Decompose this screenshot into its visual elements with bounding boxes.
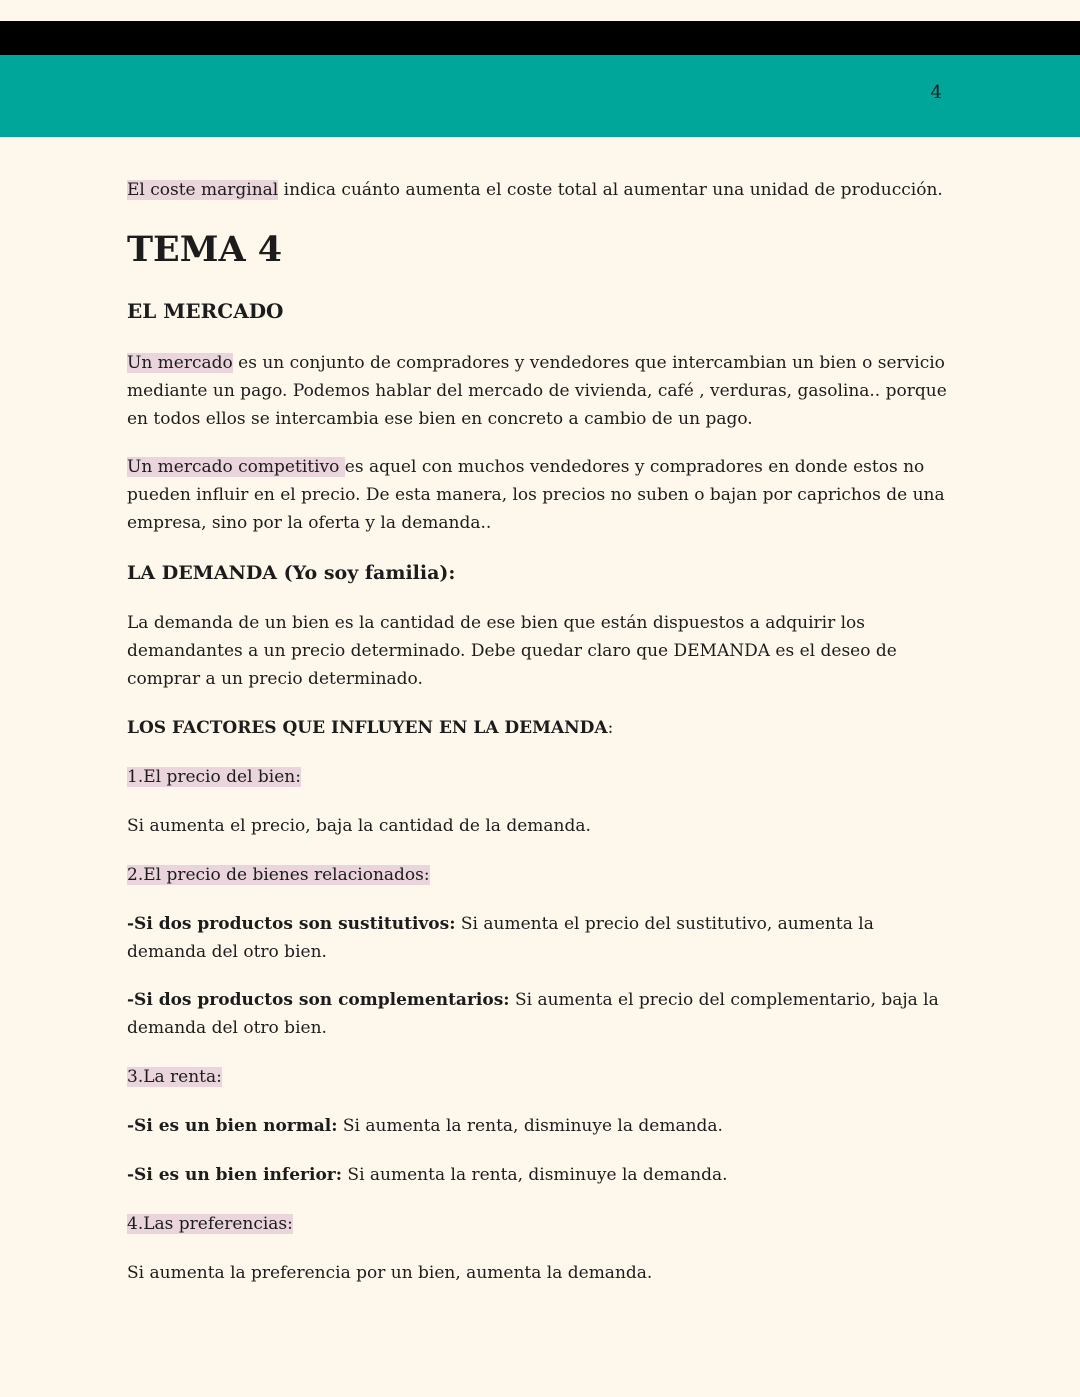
factors-heading: LOS FACTORES QUE INFLUYEN EN LA DEMANDA:: [127, 718, 614, 738]
factor-1-text: Si aumenta el precio, baja la cantidad de la demanda.: [127, 816, 591, 836]
intro-paragraph: El coste marginal indica cuánto aumenta el coste total al aumentar una unidad de producción.: [127, 180, 943, 200]
mercado-competitivo-definition: Un mercado competitivo es aquel con muchos vendedores y compradores en donde estos no pueden influir en el precio. De esta manera, los precios no suben o bajan por caprichos de una empresa, sino por la oferta y la demanda..: [127, 457, 945, 533]
factor-2-complementarios: -Si dos productos son complementarios: Si aumenta el precio del complementario, baja la demanda del otro bien.: [127, 990, 939, 1038]
page-number: 4: [930, 82, 942, 103]
mercado-definition: Un mercado es un conjunto de compradores y vendedores que intercambian un bien o servicio mediante un pago. Podemos hablar del mercado de vivienda, café , verduras, gasolina.. porque en todos ellos se intercambia ese bien en concreto a cambio de un pago.: [127, 353, 947, 429]
header-band: [0, 55, 1080, 137]
factor-2-label: 2.El precio de bienes relacionados:: [127, 865, 430, 885]
highlight-term: El coste marginal: [127, 180, 279, 200]
highlight-term: Un mercado: [127, 353, 233, 373]
highlight-term: Un mercado competitivo: [127, 457, 345, 477]
factor-1-label: 1.El precio del bien:: [127, 767, 301, 787]
top-black-bar: [0, 21, 1080, 55]
factor-3-inferior: -Si es un bien inferior: Si aumenta la renta, disminuye la demanda.: [127, 1165, 728, 1185]
demanda-definition: La demanda de un bien es la cantidad de ese bien que están dispuestos a adquirir los demandantes a un precio determinado. Debe quedar claro que DEMANDA es el deseo de comprar a un precio determinado.: [127, 613, 897, 689]
factor-3-normal: -Si es un bien normal: Si aumenta la renta, disminuye la demanda.: [127, 1116, 723, 1136]
page-title: TEMA 4: [127, 229, 283, 270]
factor-2-sustitutivos: -Si dos productos son sustitutivos: Si aumenta el precio del sustitutivo, aumenta la demanda del otro bien.: [127, 914, 874, 962]
document-body: [127, 176, 947, 1287]
factor-4-text: Si aumenta la preferencia por un bien, aumenta la demanda.: [127, 1263, 653, 1283]
section-heading-demanda: LA DEMANDA (Yo soy familia):: [127, 562, 456, 584]
factor-3-label: 3.La renta:: [127, 1067, 222, 1087]
section-heading-mercado: EL MERCADO: [127, 299, 284, 323]
factor-4-label: 4.Las preferencias:: [127, 1214, 293, 1234]
